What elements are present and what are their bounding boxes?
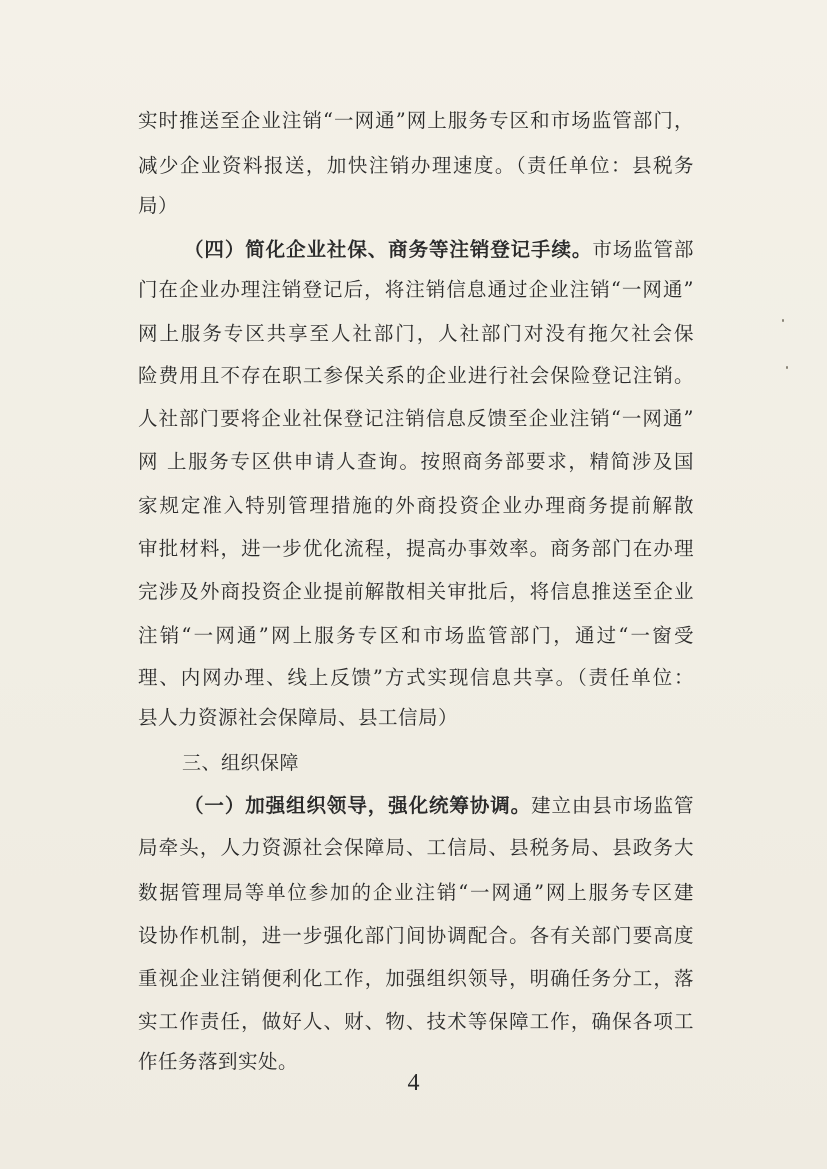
body-text-line: 理、内网办理、线上反馈”方式实现信息共享。（责任单位： bbox=[138, 666, 694, 689]
section-heading: 三、组织保障 bbox=[182, 752, 300, 774]
subsection-first-line bbox=[184, 789, 694, 823]
scan-speck bbox=[782, 319, 784, 322]
body-text-line: 家规定准入特别管理措施的外商投资企业办理商务提前解散 bbox=[138, 494, 694, 517]
body-text-line: 完涉及外商投资企业提前解散相关审批后，将信息推送至企业 bbox=[138, 580, 694, 603]
subsection-first-line bbox=[184, 233, 694, 267]
body-text-line: 注销“一网通”网上服务专区和市场监管部门，通过“一窗受 bbox=[138, 624, 694, 647]
body-text-line: 实时推送至企业注销“一网通”网上服务专区和市场监管部门， bbox=[138, 109, 694, 132]
body-text-line: 网上服务专区共享至人社部门，人社部门对没有拖欠社会保 bbox=[138, 322, 694, 345]
body-text-line: 人社部门要将企业社保登记注销信息反馈至企业注销“一网通” bbox=[138, 407, 694, 430]
body-text-line: 数据管理局等单位参加的企业注销“一网通”网上服务专区建 bbox=[138, 881, 694, 904]
body-text-line: 险费用且不存在职工参保关系的企业进行社会保险登记注销。 bbox=[138, 364, 694, 387]
body-text-line: 作任务落到实处。 bbox=[138, 1050, 299, 1073]
body-text-line: 审批材料，进一步优化流程，提高办事效率。商务部门在办理 bbox=[138, 537, 694, 560]
body-text-line: 重视企业注销便利化工作，加强组织领导，明确任务分工，落 bbox=[138, 967, 694, 990]
body-text: 市场监管部 bbox=[592, 238, 694, 261]
page-number: 4 bbox=[407, 1070, 420, 1096]
body-text-line: 减少企业资料报送，加快注销办理速度。（责任单位：县税务 bbox=[138, 154, 694, 177]
subsection-heading-one: （一）加强组织领导，强化统筹协调。 bbox=[184, 794, 532, 817]
subsection-heading-four: （四）简化企业社保、商务等注销登记手续。 bbox=[184, 238, 593, 261]
body-text-line: 局） bbox=[138, 194, 179, 217]
body-text: 建立由县市场监管 bbox=[531, 794, 694, 817]
body-text-line: 设协作机制，进一步强化部门间协调配合。各有关部门要高度 bbox=[138, 924, 694, 947]
body-text-line: 实工作责任，做好人、财、物、技术等保障工作，确保各项工 bbox=[138, 1010, 694, 1033]
body-text-line: 网 上服务专区供申请人查询。按照商务部要求，精简涉及国 bbox=[138, 450, 694, 473]
body-text-line: 县人力资源社会保障局、县工信局） bbox=[138, 706, 459, 729]
scan-speck bbox=[786, 366, 788, 369]
body-text-line: 门在企业办理注销登记后，将注销信息通过企业注销“一网通” bbox=[138, 278, 694, 301]
body-text-line: 局牵头，人力资源社会保障局、工信局、县税务局、县政务大 bbox=[138, 836, 694, 859]
